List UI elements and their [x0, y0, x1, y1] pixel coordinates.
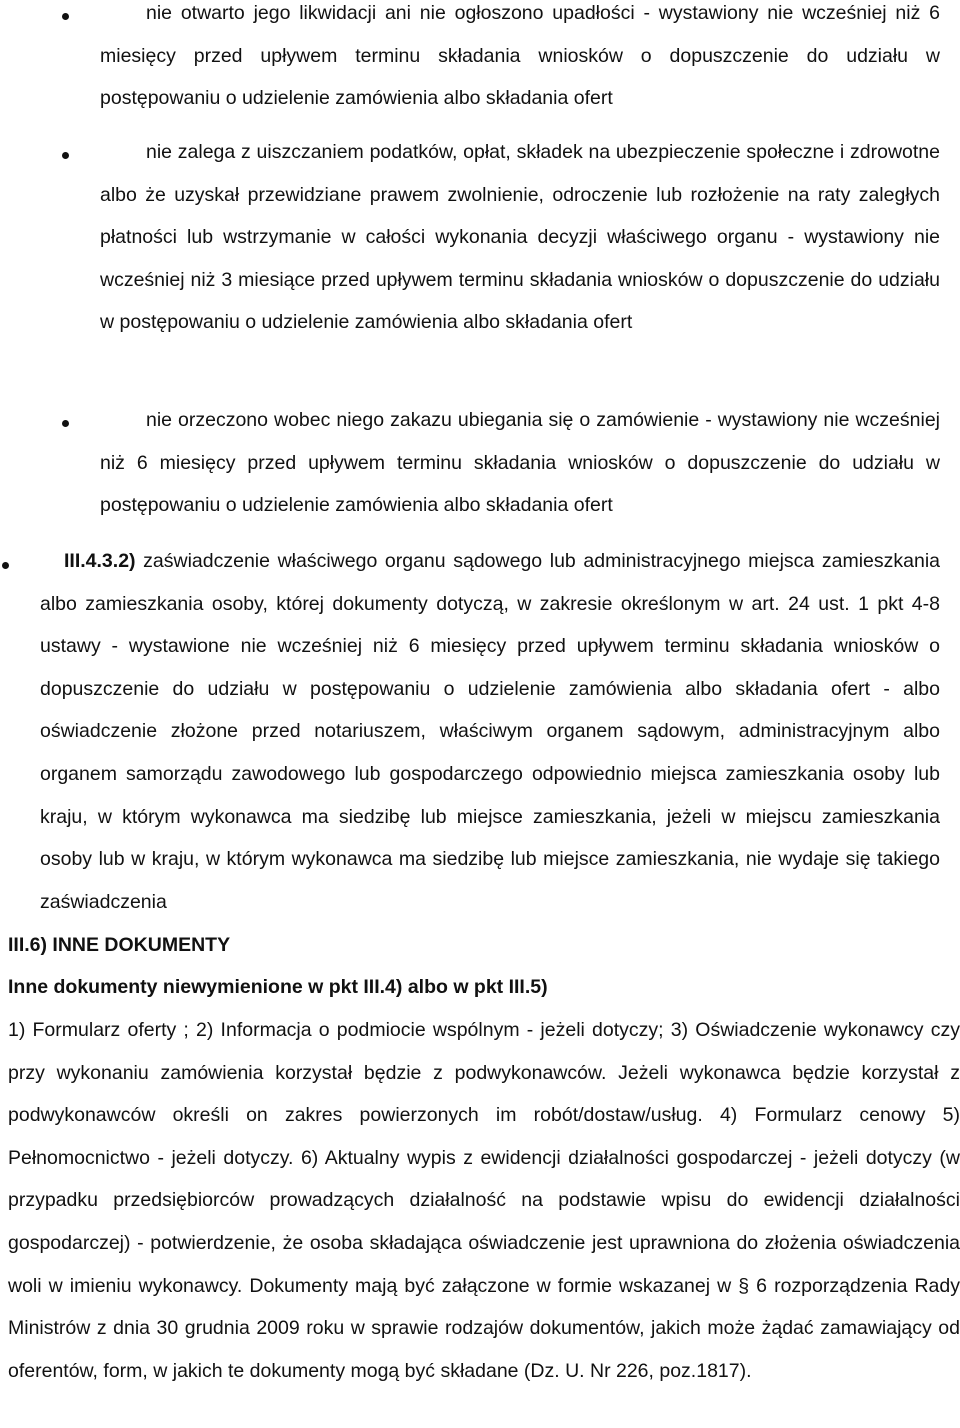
sub-heading: Inne dokumenty niewymienione w pkt III.4) albo w pkt III.5): [8, 976, 548, 998]
section-heading: III.6) INNE DOKUMENTY: [8, 934, 231, 956]
bullet-marker: [62, 13, 69, 20]
sub-bullet-item: nie orzeczono wobec niego zakazu ubiegania się o zamówienie - wystawiony nie wcześniej niż 6 miesięcy przed upływem terminu składania wniosków o dopuszczenie do udziału w postępowaniu o udzielenie zamówienia albo składania ofert: [100, 409, 940, 517]
bullet-marker: [62, 152, 69, 159]
final-paragraph: 1) Formularz oferty ; 2) Informacja o podmiocie wspólnym - jeżeli dotyczy; 3) Oświadczenie wykonawcy czy przy wykonaniu zamówienia korzystał będzie z podwykonawców. Jeżeli wykonawca będzie korzystał z podwykonawców określi on zakres powierzonych im robót/dostaw/usług. 4) Formularz cenowy 5) Pełnomocnictwo - jeżeli dotyczy. 6) Aktualny wypis z ewidencji działalności gospodarczej - jeżeli dotyczy (w przypadku przedsiębiorców prowadzących działalność na podstawie wpisu do ewidencji działalności gospodarczej) - potwierdzenie, że osoba składająca oświadczenie jest uprawniona do złożenia oświadczenia woli w imieniu wykonawcy. Dokumenty mają być załączone w formie wskazanej w § 6 rozporządzenia Rady Ministrów z dnia 30 grudnia 2009 roku w sprawie rodzajów dokumentów, jakich może żądać zamawiający od oferentów, form, w jakich te dokumenty mogą być składane (Dz. U. Nr 226, poz.1817).: [8, 1019, 960, 1382]
bullet-marker: [2, 562, 9, 569]
main-bullet-item: [40, 540, 940, 923]
sub-bullet-item: nie otwarto jego likwidacji ani nie ogłoszono upadłości - wystawiony nie wcześniej niż 6 miesięcy przed upływem terminu składania wniosków o dopuszczenie do udziału w postępowaniu o udzielenie zamówienia albo składania ofert: [100, 2, 940, 110]
main-bullet-text: zaświadczenie właściwego organu sądowego lub administracyjnego miejsca zamieszkania albo zamieszkania osoby, której dokumenty dotyczą, w zakresie określonym w art. 24 ust. 1 pkt 4-8 ustawy - wystawione nie wcześniej niż 6 miesięcy przed upływem terminu składania wniosków o dopuszczenie do udziału w postępowaniu o udzielenie zamówienia albo składania ofert - albo oświadczenie złożone przed notariuszem, właściwym organem sądowym, administracyjnym albo organem samorządu zawodowego lub gospodarczego odpowiednio miejsca zamieszkania osoby lub kraju, w którym wykonawca ma siedzibę lub miejsce zamieszkania, jeżeli w miejscu zamieszkania osoby lub w kraju, w którym wykonawca ma siedzibę lub miejsce zamieszkania, nie wydaje się takiego zaświadczenia: [40, 550, 940, 913]
main-bullet-label: III.4.3.2): [64, 550, 136, 572]
bullet-marker: [62, 420, 69, 427]
sub-bullet-item: nie zalega z uiszczaniem podatków, opłat, składek na ubezpieczenie społeczne i zdrowotne albo że uzyskał przewidziane prawem zwolnienie, odroczenie lub rozłożenie na raty zaległych płatności lub wstrzymanie w całości wykonania decyzji właściwego organu - wystawiony nie wcześniej niż 3 miesiące przed upływem terminu składania wniosków o dopuszczenie do udziału w postępowaniu o udzielenie zamówienia albo składania ofert: [100, 141, 940, 334]
